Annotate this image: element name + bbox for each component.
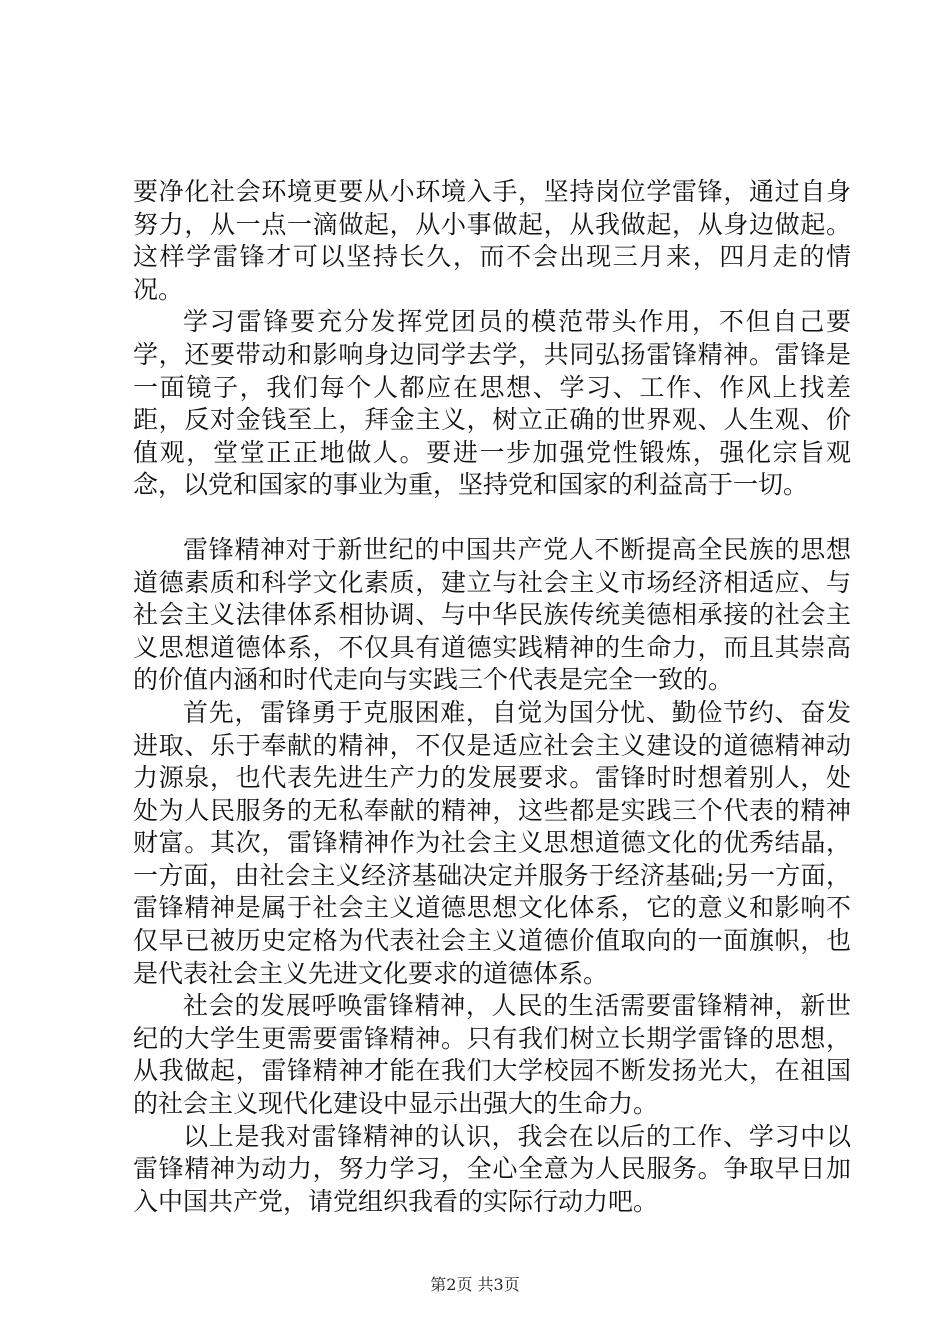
paragraph-3: 雷锋精神对于新世纪的中国共产党人不断提高全民族的思想道德素质和科学文化素质，建立与社会主义市场经济相适应、与社会主义法律体系相协调、与中华民族传统美德相承接的社会主义思想道德体系，不仅具有道德实践精神的生命力，而且其崇高的价值内涵和时代走向与实践三个代表是完全一致的。 xyxy=(133,534,851,695)
paragraph-5: 社会的发展呼唤雷锋精神，人民的生活需要雷锋精神，新世纪的大学生更需要雷锋精神。只有我们树立长期学雷锋的思想，从我做起，雷锋精神才能在我们大学校园不断发扬光大，在祖国的社会主义现代化建设中显示出强大的生命力。 xyxy=(133,991,851,1119)
paragraph-2: 学习雷锋要充分发挥党团员的模范带头作用，不但自己要学，还要带动和影响身边同学去学，共同弘扬雷锋精神。雷锋是一面镜子，我们每个人都应在思想、学习、工作、作风上找差距，反对金钱至上，拜金主义，树立正确的世界观、人生观、价值观，堂堂正正地做人。要进一步加强党性锻炼，强化宗旨观念，以党和国家的事业为重，坚持党和国家的利益高于一切。 xyxy=(133,307,851,500)
paragraph-1: 要净化社会环境更要从小环境入手，坚持岗位学雷锋，通过自身努力，从一点一滴做起，从小事做起，从我做起，从身边做起。这样学雷锋才可以坚持长久，而不会出现三月来，四月走的情况。 xyxy=(133,177,851,304)
paragraph-4: 首先，雷锋勇于克服困难，自觉为国分忧、勤俭节约、奋发进取、乐于奉献的精神，不仅是适应社会主义建设的道德精神动力源泉，也代表先进生产力的发展要求。雷锋时时想着别人，处处为人民服务的无私奉献的精神，这些都是实践三个代表的精神财富。其次，雷锋精神作为社会主义思想道德文化的优秀结晶，一方面，由社会主义经济基础决定并服务于经济基础;另一方面，雷锋精神是属于社会主义道德思想文化体系，它的意义和影响不仅早已被历史定格为代表社会主义道德价值取向的一面旗帜，也是代表社会主义先进文化要求的道德体系。 xyxy=(133,697,851,988)
paragraph-6: 以上是我对雷锋精神的认识，我会在以后的工作、学习中以雷锋精神为动力，努力学习，全心全意为人民服务。争取早日加入中国共产党，请党组织我看的实际行动力吧。 xyxy=(133,1121,851,1216)
document-body xyxy=(133,176,851,1218)
page-number-footer: 第2页 共3页 xyxy=(430,1275,520,1294)
